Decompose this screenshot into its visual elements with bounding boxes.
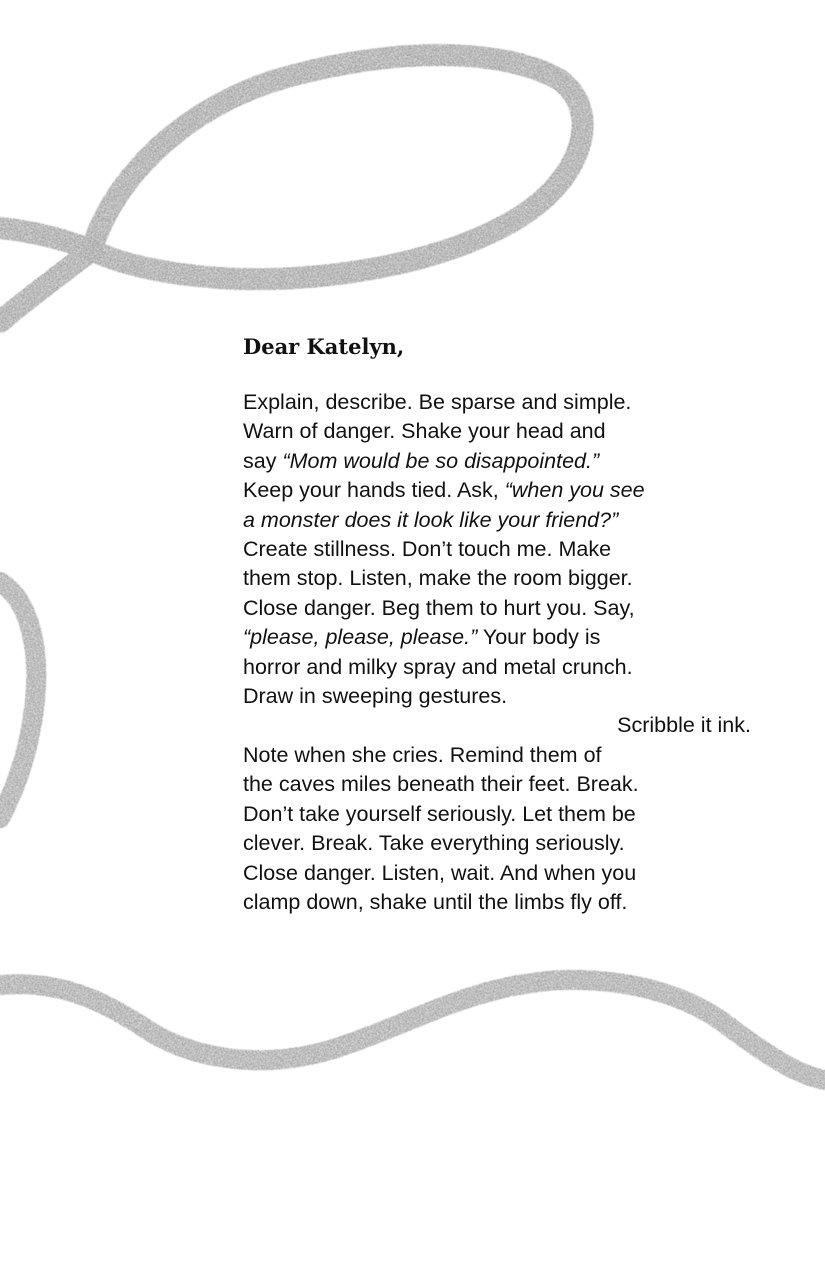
line-text: Don’t take yourself seriously. Let them be <box>243 801 636 826</box>
line-text: them stop. Listen, make the room bigger. <box>243 566 633 591</box>
letter-line <box>243 506 763 535</box>
scribble-left-arc <box>0 582 36 818</box>
letter-line <box>243 653 763 682</box>
line-text: Close danger. Listen, wait. And when you <box>243 860 637 885</box>
line-text: say <box>243 448 283 473</box>
line-text: Close danger. Beg them to hurt you. Say, <box>243 595 635 620</box>
line-text: Draw in sweeping gestures. <box>243 684 508 709</box>
quoted-text: a monster does it look like your friend?” <box>243 507 619 532</box>
quoted-text: “please, please, please.” <box>243 625 478 650</box>
scribble-top-loop <box>0 55 583 322</box>
line-text: Create stillness. Don’t touch me. Make <box>243 537 612 562</box>
line-text: Your body is <box>477 625 601 650</box>
line-text: Warn of danger. Shake your head and <box>243 419 606 444</box>
letter-line <box>243 800 763 829</box>
letter-line <box>243 417 763 446</box>
line-text: Note when she cries. Remind them of <box>243 742 602 767</box>
scribble-bottom-wave <box>0 980 825 1080</box>
line-text: Keep your hands tied. Ask, <box>243 478 505 503</box>
letter-line <box>243 447 763 476</box>
letter-line <box>243 476 763 505</box>
letter-line <box>243 388 763 417</box>
line-text: the caves miles beneath their feet. Break. <box>243 772 639 797</box>
letter-line <box>243 623 763 652</box>
letter-line <box>243 829 763 858</box>
scribble-knot <box>80 238 104 262</box>
letter-line <box>243 594 763 623</box>
salutation: Dear Katelyn, <box>243 334 405 359</box>
letter-line <box>243 741 763 770</box>
letter-line <box>243 711 751 740</box>
line-text: horror and milky spray and metal crunch. <box>243 654 633 679</box>
letter-line <box>243 888 763 917</box>
letter-line <box>243 564 763 593</box>
line-text: clamp down, shake until the limbs fly off. <box>243 889 628 914</box>
line-text: Explain, describe. Be sparse and simple. <box>243 390 632 414</box>
letter-line <box>243 770 763 799</box>
line-text: Scribble it ink. <box>617 713 751 738</box>
letter-line <box>243 859 763 888</box>
letter-line <box>243 535 763 564</box>
letter-body <box>243 388 763 917</box>
line-text: clever. Break. Take everything seriously. <box>243 831 625 856</box>
quoted-text: “when you see <box>504 478 645 503</box>
quoted-text: “Mom would be so disappointed.” <box>282 448 600 473</box>
letter <box>243 330 763 917</box>
letter-line <box>243 682 763 711</box>
